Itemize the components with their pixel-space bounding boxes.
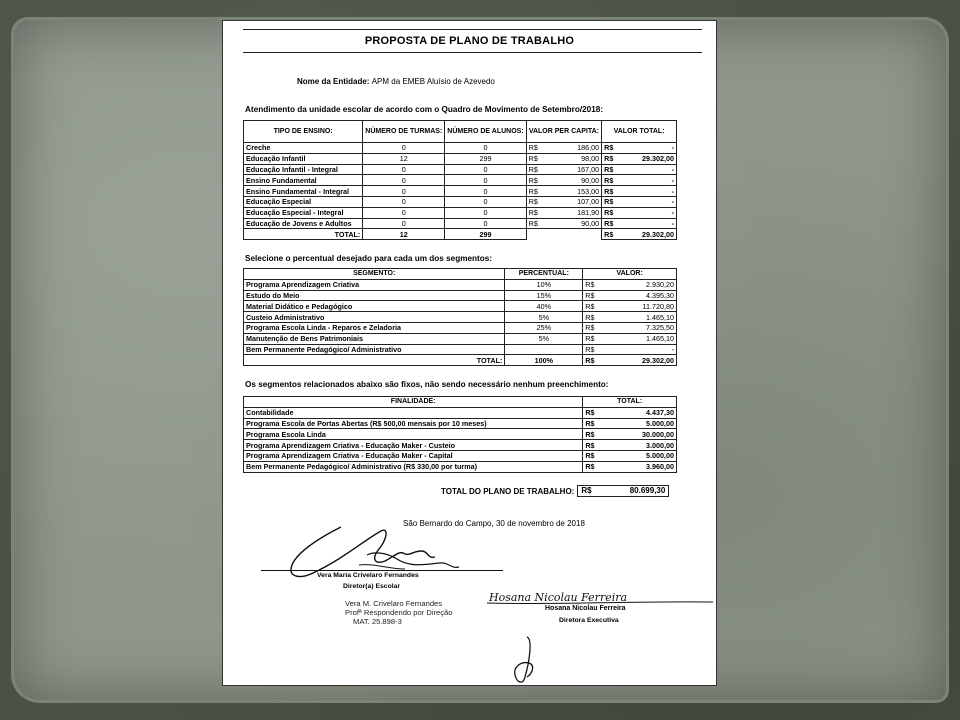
movement-row <box>244 143 677 154</box>
movement-row <box>244 164 677 175</box>
header-per-capita: VALOR PER CAPITA: <box>526 121 602 143</box>
cell-currency: R$ <box>583 322 597 333</box>
cell-currency: R$ <box>583 440 597 451</box>
fixed-row <box>244 450 677 461</box>
cell-valor: 2.930,20 <box>597 279 677 290</box>
cell-alunos: 0 <box>445 186 526 197</box>
segment-row <box>244 301 677 312</box>
cell-valor-total: 29.302,00 <box>615 153 677 164</box>
cell-total: 4.437,30 <box>597 407 677 418</box>
cell-alunos: 0 <box>445 207 526 218</box>
cell-finalidade: Bem Permanente Pedagógico/ Administrativo (R$ 330,00 por turma) <box>244 461 583 472</box>
cell-segmento: Estudo do Meio <box>244 290 505 301</box>
movement-row <box>244 186 677 197</box>
stamp-line-1: Vera M. Crivelaro Fernandes <box>345 599 443 608</box>
segments-total-value: 29.302,00 <box>597 355 677 366</box>
fixed-row <box>244 418 677 429</box>
cell-alunos: 0 <box>445 218 526 229</box>
segment-row <box>244 312 677 323</box>
top-rule <box>243 29 702 30</box>
cell-currency: R$ <box>602 143 615 154</box>
cell-currency: R$ <box>602 207 615 218</box>
place-date: São Bernardo do Campo, 30 de novembro de 2018 <box>403 519 585 528</box>
director-role: Diretor(a) Escolar <box>343 583 401 590</box>
cell-currency: R$ <box>583 418 597 429</box>
cell-currency: R$ <box>602 153 615 164</box>
segments-heading: Selecione o percentual desejado para cada um dos segmentos: <box>245 254 493 263</box>
fixed-heading: Os segmentos relacionados abaixo são fixos, não sendo necessário nenhum preenchimento: <box>245 380 609 389</box>
cell-turmas: 0 <box>363 175 445 186</box>
director-signature-line <box>261 570 503 571</box>
executive-role: Diretora Executiva <box>559 617 619 624</box>
executive-signature <box>485 587 715 607</box>
director-name: Vera Maria Crivelaro Fernandes <box>317 572 419 579</box>
cell-finalidade: Programa Aprendizagem Criativa - Educação Maker - Custeio <box>244 440 583 451</box>
cell-finalidade: Programa Aprendizagem Criativa - Educação Maker - Capital <box>244 450 583 461</box>
cell-currency: R$ <box>583 290 597 301</box>
cell-percentual: 40% <box>505 301 583 312</box>
stamp-line-2: Profª Respondendo por Direção <box>345 608 453 617</box>
cell-currency: R$ <box>526 175 540 186</box>
cell-valor-total: - <box>615 143 677 154</box>
header-segmento: SEGMENTO: <box>244 269 505 280</box>
segments-total-label: TOTAL: <box>244 355 505 366</box>
fixed-header-row <box>244 397 677 408</box>
movement-total-currency: R$ <box>602 229 615 240</box>
cell-percentual: 5% <box>505 312 583 323</box>
cell-finalidade: Programa Escola Linda <box>244 429 583 440</box>
cell-alunos: 0 <box>445 143 526 154</box>
cell-tipo: Educação Infantil <box>244 153 363 164</box>
cell-currency: R$ <box>583 301 597 312</box>
cell-percentual: 10% <box>505 279 583 290</box>
scanned-document <box>222 20 717 686</box>
cell-valor-total: - <box>615 186 677 197</box>
cell-alunos: 0 <box>445 175 526 186</box>
cell-tipo: Educação Especial <box>244 196 363 207</box>
executive-name: Hosana Nicolau Ferreira <box>545 605 626 612</box>
fixed-row <box>244 407 677 418</box>
cell-total: 3.960,00 <box>597 461 677 472</box>
cell-tipo: Educação de Jovens e Adultos <box>244 218 363 229</box>
entity-line <box>297 77 495 86</box>
cell-per-capita: 181,90 <box>540 207 602 218</box>
segment-row <box>244 279 677 290</box>
cell-currency: R$ <box>583 429 597 440</box>
grand-total-currency: R$ <box>581 486 592 495</box>
cell-tipo: Educação Infantil - Integral <box>244 164 363 175</box>
cell-tipo: Creche <box>244 143 363 154</box>
movement-header-row <box>244 121 677 143</box>
cell-currency: R$ <box>583 407 597 418</box>
cell-valor: - <box>597 344 677 355</box>
fixed-row <box>244 440 677 451</box>
cell-currency: R$ <box>583 450 597 461</box>
cell-segmento: Programa Escola Linda - Reparos e Zeladoria <box>244 322 505 333</box>
segments-header-row <box>244 269 677 280</box>
cell-currency: R$ <box>526 218 540 229</box>
cell-segmento: Custeio Administrativo <box>244 312 505 323</box>
cell-currency: R$ <box>602 218 615 229</box>
header-percentual: PERCENTUAL: <box>505 269 583 280</box>
cell-percentual <box>505 344 583 355</box>
grand-total-value: 80.699,30 <box>629 486 666 495</box>
movement-row <box>244 175 677 186</box>
cell-total: 3.000,00 <box>597 440 677 451</box>
cell-total: 30.000,00 <box>597 429 677 440</box>
movement-row <box>244 218 677 229</box>
cell-currency: R$ <box>526 196 540 207</box>
cell-currency: R$ <box>602 175 615 186</box>
header-finalidade: FINALIDADE: <box>244 397 583 408</box>
cell-segmento: Bem Permanente Pedagógico/ Administrativo <box>244 344 505 355</box>
movement-row <box>244 196 677 207</box>
cell-valor: 7.325,50 <box>597 322 677 333</box>
cell-valor: 1.465,10 <box>597 333 677 344</box>
movement-total-label: TOTAL: <box>244 229 363 240</box>
entity-label: Nome da Entidade: <box>297 77 370 86</box>
fixed-row <box>244 429 677 440</box>
cell-per-capita: 90,00 <box>540 218 602 229</box>
cell-valor-total: - <box>615 164 677 175</box>
cell-segmento: Programa Aprendizagem Criativa <box>244 279 505 290</box>
cell-currency: R$ <box>602 196 615 207</box>
movement-row <box>244 153 677 164</box>
fixed-row <box>244 461 677 472</box>
cell-tipo: Ensino Fundamental - Integral <box>244 186 363 197</box>
movement-total-empty <box>526 229 602 240</box>
segments-table <box>243 268 677 366</box>
cell-currency: R$ <box>526 207 540 218</box>
executive-signature-script: Hosana Nicolau Ferreira <box>489 591 628 604</box>
cell-currency: R$ <box>583 461 597 472</box>
cell-turmas: 0 <box>363 143 445 154</box>
movement-row <box>244 207 677 218</box>
movement-total-turmas: 12 <box>363 229 445 240</box>
cell-turmas: 0 <box>363 207 445 218</box>
cell-valor-total: - <box>615 175 677 186</box>
cell-total: 5.000,00 <box>597 450 677 461</box>
segment-row <box>244 290 677 301</box>
cell-valor: 11.720,80 <box>597 301 677 312</box>
cell-alunos: 299 <box>445 153 526 164</box>
cell-per-capita: 98,00 <box>540 153 602 164</box>
fixed-table <box>243 396 677 473</box>
cell-currency: R$ <box>526 164 540 175</box>
director-signature <box>263 521 503 591</box>
cell-currency: R$ <box>526 143 540 154</box>
cell-tipo: Educação Especial - Integral <box>244 207 363 218</box>
cell-turmas: 12 <box>363 153 445 164</box>
cell-turmas: 0 <box>363 196 445 207</box>
segment-row <box>244 333 677 344</box>
header-turmas: NÚMERO DE TURMAS: <box>363 121 445 143</box>
cell-currency: R$ <box>583 344 597 355</box>
header-alunos: NÚMERO DE ALUNOS: <box>445 121 526 143</box>
cell-valor: 1.465,10 <box>597 312 677 323</box>
cell-currency: R$ <box>526 153 540 164</box>
grand-total <box>441 485 669 497</box>
cell-percentual: 15% <box>505 290 583 301</box>
cell-per-capita: 107,00 <box>540 196 602 207</box>
document-title: PROPOSTA DE PLANO DE TRABALHO <box>364 35 575 47</box>
director-stamp <box>345 599 453 626</box>
movement-total-row <box>244 229 677 240</box>
cell-percentual: 5% <box>505 333 583 344</box>
segment-row <box>244 322 677 333</box>
cell-segmento: Manutenção de Bens Patrimoniais <box>244 333 505 344</box>
movement-heading: Atendimento da unidade escolar de acordo com o Quadro de Movimento de Setembro/2018: <box>245 105 604 114</box>
grand-total-box <box>577 485 669 497</box>
cell-segmento: Material Didático e Pedagógico <box>244 301 505 312</box>
cell-alunos: 0 <box>445 196 526 207</box>
cell-currency: R$ <box>602 164 615 175</box>
cell-turmas: 0 <box>363 186 445 197</box>
cell-total: 5.000,00 <box>597 418 677 429</box>
cell-tipo: Ensino Fundamental <box>244 175 363 186</box>
cell-finalidade: Programa Escola de Portas Abertas (R$ 500,00 mensais por 10 meses) <box>244 418 583 429</box>
header-tipo: TIPO DE ENSINO: <box>244 121 363 143</box>
cell-alunos: 0 <box>445 164 526 175</box>
grand-total-label: TOTAL DO PLANO DE TRABALHO: <box>441 486 575 496</box>
cell-turmas: 0 <box>363 164 445 175</box>
initials-mark <box>503 633 553 686</box>
cell-per-capita: 153,00 <box>540 186 602 197</box>
header-valor-total: VALOR TOTAL: <box>602 121 677 143</box>
movement-table <box>243 120 677 240</box>
cell-currency: R$ <box>602 186 615 197</box>
segment-row <box>244 344 677 355</box>
cell-currency: R$ <box>583 312 597 323</box>
cell-per-capita: 167,00 <box>540 164 602 175</box>
segments-total-row <box>244 355 677 366</box>
cell-currency: R$ <box>526 186 540 197</box>
cell-currency: R$ <box>583 279 597 290</box>
cell-currency: R$ <box>583 333 597 344</box>
cell-valor-total: - <box>615 196 677 207</box>
cell-valor-total: - <box>615 207 677 218</box>
cell-finalidade: Contabilidade <box>244 407 583 418</box>
cell-turmas: 0 <box>363 218 445 229</box>
movement-total-value: 29.302,00 <box>615 229 677 240</box>
cell-valor-total: - <box>615 218 677 229</box>
cell-valor: 4.395,30 <box>597 290 677 301</box>
segments-total-currency: R$ <box>583 355 597 366</box>
entity-value: APM da EMEB Aluísio de Azevedo <box>371 77 495 86</box>
cell-percentual: 25% <box>505 322 583 333</box>
header-total: TOTAL: <box>583 397 677 408</box>
movement-total-alunos: 299 <box>445 229 526 240</box>
header-valor: VALOR: <box>583 269 677 280</box>
cell-per-capita: 90,00 <box>540 175 602 186</box>
segments-total-percent: 100% <box>505 355 583 366</box>
stamp-line-3: MAT. 25.898-3 <box>353 617 402 626</box>
title-rule <box>243 52 702 53</box>
cell-per-capita: 186,00 <box>540 143 602 154</box>
